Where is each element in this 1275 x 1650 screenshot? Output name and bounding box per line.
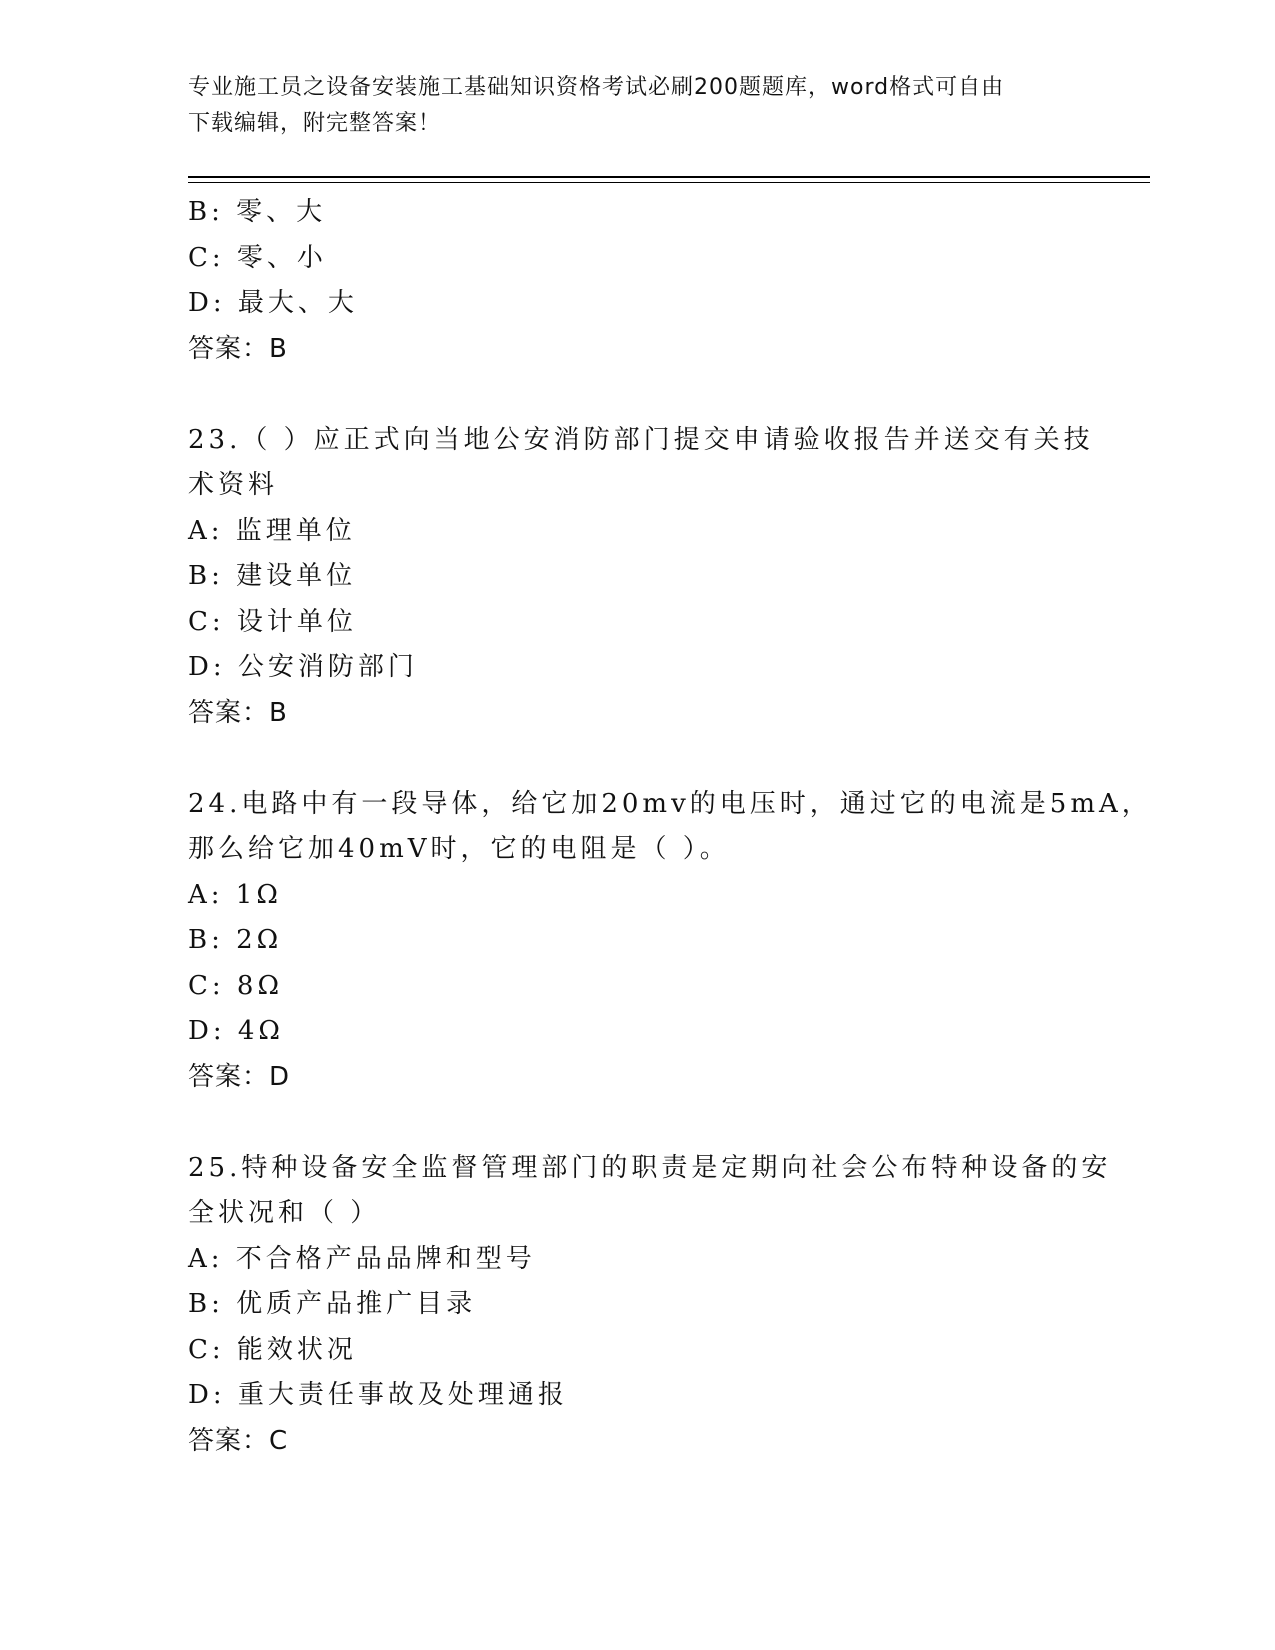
option-b: B: 优质产品推广目录 <box>188 1289 477 1319</box>
question-stem-line: 全状况和（ ） <box>188 1198 381 1228</box>
option-d: D: 重大责任事故及处理通报 <box>188 1380 568 1410</box>
option-b: B: 建设单位 <box>188 561 357 591</box>
header-title-line-2: 下载编辑，附完整答案！ <box>188 111 442 136</box>
question-continued <box>188 190 1088 372</box>
question-spacer <box>188 1100 1088 1146</box>
option-b: B: 零、大 <box>188 197 327 227</box>
option-d: D: 4Ω <box>188 1016 284 1046</box>
question-stem-line: 那么给它加40mV时，它的电阻是（ ）。 <box>188 834 730 864</box>
option-c: C: 设计单位 <box>188 606 357 637</box>
question-spacer <box>188 372 1088 418</box>
option-d: D: 公安消防部门 <box>188 652 418 682</box>
question-stem-line: 25.特种设备安全监督管理部门的职责是定期向社会公布特种设备的安 <box>188 1152 1112 1183</box>
option-c: C: 能效状况 <box>188 1334 357 1365</box>
option-d: D: 最大、大 <box>188 288 358 318</box>
header-divider-thin <box>188 182 1150 183</box>
option-c: C: 8Ω <box>188 970 284 1001</box>
document-header <box>188 70 1088 142</box>
question-23 <box>188 418 1094 737</box>
option-b: B: 2Ω <box>188 925 283 955</box>
header-divider-thick <box>188 176 1150 178</box>
question-spacer <box>188 736 1088 782</box>
question-stem-line: 术资料 <box>188 470 279 500</box>
question-list <box>188 190 1152 1464</box>
option-a: A: 监理单位 <box>188 515 356 546</box>
answer-line: 答案：D <box>188 1061 291 1092</box>
question-stem-line: 23.（ ）应正式向当地公安消防部门提交申请验收报告并送交有关技 <box>188 424 1094 455</box>
answer-line: 答案：B <box>188 333 288 364</box>
option-a: A: 1Ω <box>188 879 282 910</box>
option-c: C: 零、小 <box>188 242 327 273</box>
option-a: A: 不合格产品品牌和型号 <box>188 1243 536 1274</box>
answer-line: 答案：C <box>188 1425 289 1456</box>
header-title-line-1: 专业施工员之设备安装施工基础知识资格考试必刷200题题库，word格式可自由 <box>188 75 1005 100</box>
question-25 <box>188 1146 1112 1465</box>
question-stem-line: 24.电路中有一段导体，给它加20mv的电压时，通过它的电流是5mA， <box>188 788 1152 819</box>
question-24 <box>188 782 1152 1101</box>
answer-line: 答案：B <box>188 697 288 728</box>
